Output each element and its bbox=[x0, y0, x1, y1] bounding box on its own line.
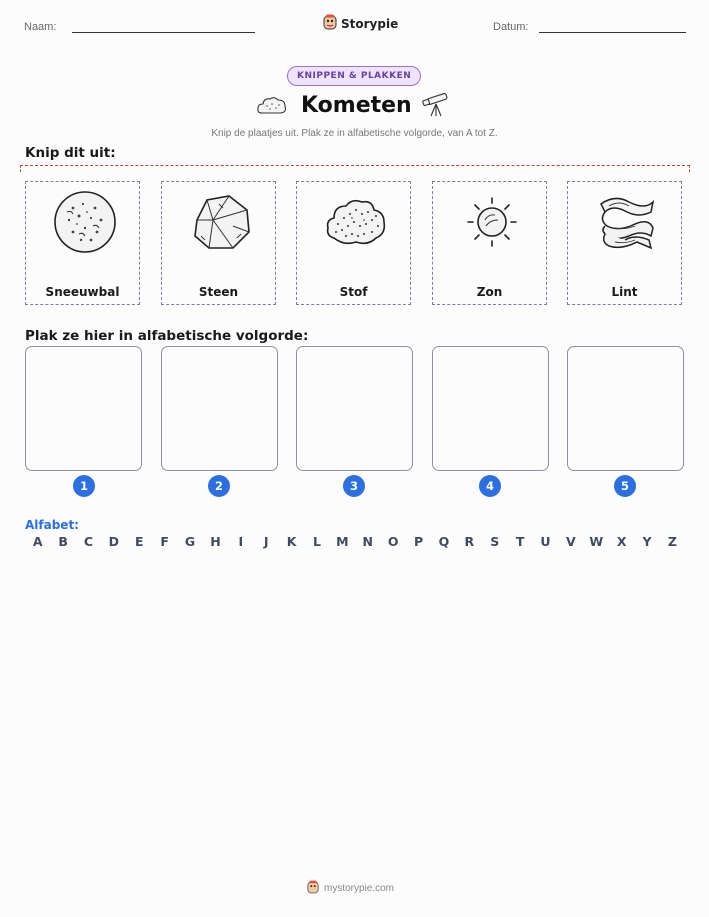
paste-box-3[interactable] bbox=[296, 346, 413, 471]
telescope-icon bbox=[421, 92, 451, 122]
brand-logo bbox=[323, 14, 398, 33]
alphabet-letter: B bbox=[58, 534, 68, 549]
paste-box-1[interactable] bbox=[25, 346, 142, 471]
alphabet-letter: D bbox=[108, 534, 120, 549]
alphabet-letter: S bbox=[490, 534, 500, 549]
alphabet-heading: Alfabet: bbox=[25, 518, 79, 532]
alphabet-letter: W bbox=[589, 534, 604, 549]
number-badge-3: 3 bbox=[343, 475, 365, 497]
alphabet-letter: V bbox=[566, 534, 576, 549]
paste-box-4[interactable] bbox=[432, 346, 549, 471]
cut-label: Steen bbox=[198, 285, 239, 299]
storypie-mascot-icon bbox=[307, 880, 319, 897]
cut-card-lint[interactable] bbox=[567, 181, 682, 305]
cut-label: Sneeuwbal bbox=[45, 285, 120, 299]
page-title: Kometen bbox=[301, 93, 412, 118]
footer bbox=[307, 880, 394, 897]
alphabet-letter: E bbox=[134, 534, 144, 549]
cut-card-zon[interactable] bbox=[432, 181, 547, 305]
name-label: Naam: bbox=[24, 21, 57, 33]
alphabet-letter: Y bbox=[642, 534, 652, 549]
alphabet-letter: R bbox=[464, 534, 475, 549]
alphabet-letter: Q bbox=[438, 534, 450, 549]
cut-label: Zon bbox=[476, 285, 503, 299]
alphabet-letter: C bbox=[83, 534, 94, 549]
alphabet-letter: I bbox=[238, 534, 244, 549]
alphabet-letter: P bbox=[413, 534, 424, 549]
alphabet-letter: L bbox=[313, 534, 321, 549]
number-badge-1: 1 bbox=[73, 475, 95, 497]
date-line[interactable] bbox=[539, 32, 686, 33]
alphabet-letter: M bbox=[336, 534, 349, 549]
paste-box-2[interactable] bbox=[161, 346, 278, 471]
alphabet-letter: Z bbox=[667, 534, 677, 549]
alphabet-letter: O bbox=[387, 534, 399, 549]
cut-label: Stof bbox=[339, 285, 368, 299]
paste-box-5[interactable] bbox=[567, 346, 684, 471]
cloud-icon bbox=[256, 95, 288, 121]
number-badge-4: 4 bbox=[479, 475, 501, 497]
alphabet-letter: U bbox=[540, 534, 551, 549]
storypie-mascot-icon bbox=[323, 14, 337, 33]
alphabet-letter: T bbox=[515, 534, 525, 549]
alphabet-letter: H bbox=[210, 534, 221, 549]
name-line[interactable] bbox=[72, 32, 255, 33]
alphabet-letter: K bbox=[286, 534, 297, 549]
alphabet-letter: G bbox=[184, 534, 196, 549]
alphabet-row bbox=[25, 534, 685, 549]
brand-name: Storypie bbox=[341, 16, 399, 31]
instructions: Knip de plaatjes uit. Plak ze in alfabetische volgorde, van A tot Z. bbox=[211, 128, 498, 139]
alphabet-letter: X bbox=[616, 534, 627, 549]
cut-line bbox=[20, 165, 690, 172]
footer-url[interactable]: mystorypie.com bbox=[324, 883, 395, 894]
date-label: Datum: bbox=[493, 21, 529, 33]
alphabet-letter: N bbox=[362, 534, 373, 549]
cut-card-steen[interactable] bbox=[161, 181, 276, 305]
activity-badge: KNIPPEN & PLAKKEN bbox=[287, 66, 421, 86]
number-badge-2: 2 bbox=[208, 475, 230, 497]
number-badge-5: 5 bbox=[614, 475, 636, 497]
cut-card-sneeuwbal[interactable] bbox=[25, 181, 140, 305]
cut-card-stof[interactable] bbox=[296, 181, 411, 305]
alphabet-letter: F bbox=[160, 534, 169, 549]
alphabet-letter: A bbox=[32, 534, 43, 549]
cut-section-heading: Knip dit uit: bbox=[25, 145, 116, 161]
alphabet-letter: J bbox=[263, 534, 269, 549]
cut-label: Lint bbox=[611, 285, 638, 299]
paste-section-heading: Plak ze hier in alfabetische volgorde: bbox=[25, 328, 309, 344]
